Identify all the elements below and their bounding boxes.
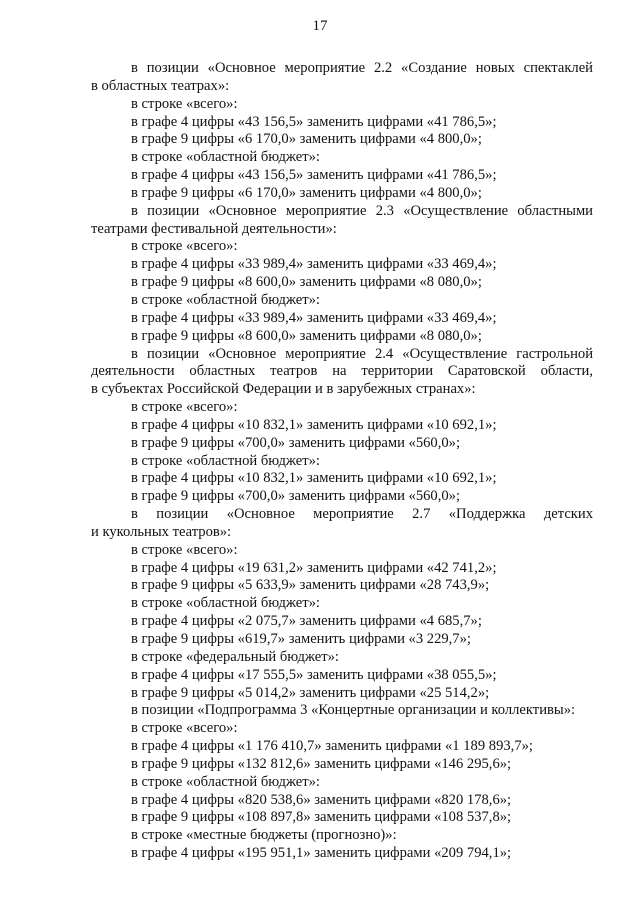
text-line: в строке «областной бюджет»: — [131, 452, 320, 469]
text-line: и кукольных театров»: — [91, 523, 232, 540]
text-line: в графе 4 цифры «820 538,6» заменить цифрами «820 178,6»; — [131, 791, 512, 808]
text-line: в строке «областной бюджет»: — [131, 149, 320, 166]
text-line: в позиции «Основное мероприятие 2.4 «Осуществление гастрольной — [131, 345, 593, 362]
text-line: в графе 9 цифры «132 812,6» заменить цифрами «146 295,6»; — [131, 755, 512, 772]
document-body — [91, 60, 593, 863]
text-line: в строке «областной бюджет»: — [131, 595, 320, 612]
text-line: в позиции «Основное мероприятие 2.3 «Осуществление областными — [131, 202, 593, 219]
text-line: в графе 4 цифры «10 832,1» заменить цифрами «10 692,1»; — [131, 416, 497, 433]
text-line: в субъектах Российской Федерации и в зарубежных странах»: — [91, 381, 476, 398]
text-line: в графе 4 цифры «1 176 410,7» заменить цифрами «1 189 893,7»; — [131, 738, 533, 755]
text-line: в графе 4 цифры «43 156,5» заменить цифрами «41 786,5»; — [131, 167, 497, 184]
text-line: в областных театрах»: — [91, 77, 230, 94]
text-line: в графе 4 цифры «2 075,7» заменить цифрами «4 685,7»; — [131, 613, 482, 630]
text-line: в графе 4 цифры «33 989,4» заменить цифрами «33 469,4»; — [131, 309, 497, 326]
text-line: в графе 4 цифры «195 951,1» заменить цифрами «209 794,1»; — [131, 845, 512, 862]
text-line: в строке «всего»: — [131, 720, 238, 737]
text-line: в строке «федеральный бюджет»: — [131, 648, 339, 665]
text-line: в графе 9 цифры «619,7» заменить цифрами «3 229,7»; — [131, 631, 471, 647]
text-line: в строке «всего»: — [131, 238, 238, 255]
text-line: в графе 9 цифры «700,0» заменить цифрами «560,0»; — [131, 488, 461, 505]
text-line: в строке «областной бюджет»: — [131, 773, 320, 790]
page-number: 17 — [312, 18, 328, 34]
text-line: в графе 9 цифры «700,0» заменить цифрами «560,0»; — [131, 434, 461, 451]
text-line: в графе 9 цифры «108 897,8» заменить цифрами «108 537,8»; — [131, 809, 512, 826]
text-line: в графе 4 цифры «43 156,5» заменить цифрами «41 786,5»; — [131, 113, 497, 130]
text-line: в графе 9 цифры «5 014,2» заменить цифрами «25 514,2»; — [131, 684, 490, 701]
text-line: в графе 4 цифры «10 832,1» заменить цифрами «10 692,1»; — [131, 470, 497, 487]
text-line: в графе 4 цифры «33 989,4» заменить цифрами «33 469,4»; — [131, 256, 497, 273]
text-line: в графе 9 цифры «6 170,0» заменить цифрами «4 800,0»; — [131, 184, 482, 201]
text-line: в графе 4 цифры «19 631,2» заменить цифрами «42 741,2»; — [131, 559, 497, 576]
text-line: в строке «всего»: — [131, 399, 238, 416]
text-line: в графе 9 цифры «8 600,0» заменить цифрами «8 080,0»; — [131, 327, 482, 344]
text-line: в позиции «Основное мероприятие 2.7 «Поддержка детских — [131, 506, 593, 523]
text-line: театрами фестивальной деятельности»: — [91, 220, 337, 237]
text-line: в позиции «Подпрограмма 3 «Концертные организации и коллективы»: — [131, 702, 576, 719]
text-line: в строке «местные бюджеты (прогнозно)»: — [131, 827, 397, 844]
text-line: деятельности областных театров на территории Саратовской области, — [91, 363, 593, 380]
text-line: в графе 9 цифры «8 600,0» заменить цифрами «8 080,0»; — [131, 274, 482, 291]
text-line: в строке «областной бюджет»: — [131, 291, 320, 308]
text-line: в графе 4 цифры «17 555,5» заменить цифрами «38 055,5»; — [131, 666, 497, 683]
text-line: в позиции «Основное мероприятие 2.2 «Создание новых спектаклей — [131, 60, 593, 76]
text-line: в графе 9 цифры «5 633,9» заменить цифрами «28 743,9»; — [131, 577, 490, 594]
text-line: в графе 9 цифры «6 170,0» заменить цифрами «4 800,0»; — [131, 131, 482, 148]
text-line: в строке «всего»: — [131, 95, 238, 112]
text-line: в строке «всего»: — [131, 541, 238, 558]
